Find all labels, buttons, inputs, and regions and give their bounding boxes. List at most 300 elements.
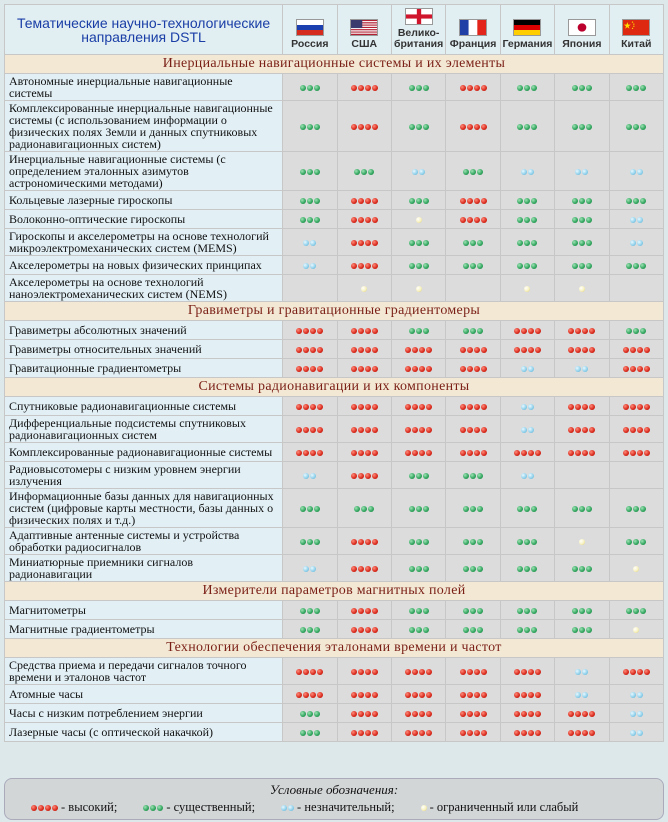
rating-cell [337, 256, 391, 275]
rating-dot [517, 566, 523, 572]
rating-dot [460, 217, 466, 223]
rating-dot [517, 608, 523, 614]
rating-dot [575, 711, 581, 717]
rating-dot [409, 473, 415, 479]
rating-dot [463, 263, 469, 269]
rating-cell [609, 723, 663, 742]
rating-cell [337, 443, 391, 462]
rating-cell [391, 397, 445, 416]
rating-dot [535, 450, 541, 456]
rating-dot [317, 669, 323, 675]
rating-cell [337, 101, 391, 152]
rating-dot [514, 730, 520, 736]
rating-dot [467, 85, 473, 91]
section-header [5, 302, 664, 321]
table-row [5, 685, 664, 704]
rating-dot [423, 627, 429, 633]
rating-dot [358, 473, 364, 479]
rating-cell [555, 152, 609, 191]
rating-dot [633, 608, 639, 614]
section-header [5, 55, 664, 74]
rating-dot [531, 198, 537, 204]
rating-dot [314, 608, 320, 614]
rating-dot [481, 366, 487, 372]
rating-dot [572, 124, 578, 130]
rating-cell [283, 101, 337, 152]
rating-dot [630, 427, 636, 433]
rating-cell [391, 658, 445, 685]
country-header-0 [283, 5, 337, 55]
rating-cell [609, 704, 663, 723]
rating-dot [572, 566, 578, 572]
rating-dot [579, 240, 585, 246]
section-title: Инерциальные навигационные системы и их элементы [5, 55, 664, 74]
rating-high [514, 347, 541, 353]
technology-name: Магнитометры [5, 601, 283, 620]
rating-cell [609, 620, 663, 639]
rating-sig [354, 169, 374, 175]
rating-dot [514, 711, 520, 717]
rating-dot [314, 711, 320, 717]
rating-dot [372, 539, 378, 545]
rating-dot [579, 566, 585, 572]
rating-cell [337, 620, 391, 639]
rating-dot [416, 608, 422, 614]
rating-dot [470, 608, 476, 614]
rating-high [351, 217, 378, 223]
section-title: Системы радионавигации и их компоненты [5, 378, 664, 397]
rating-dot [351, 608, 357, 614]
rating-cell [500, 321, 554, 340]
rating-dot [426, 669, 432, 675]
rating-dot [514, 669, 520, 675]
rating-dot [460, 692, 466, 698]
rating-dot [572, 85, 578, 91]
rating-dot [31, 805, 37, 811]
rating-dot [467, 669, 473, 675]
rating-dot [365, 627, 371, 633]
rating-sig [517, 198, 537, 204]
rating-cell [446, 620, 500, 639]
rating-dot [416, 286, 422, 292]
rating-low [303, 473, 316, 479]
rating-cell [555, 397, 609, 416]
rating-dot [358, 669, 364, 675]
rating-dot [361, 286, 367, 292]
rating-dot [474, 711, 480, 717]
rating-cell [555, 359, 609, 378]
rating-dot [317, 692, 323, 698]
country-name: Китай [621, 38, 652, 50]
rating-high [351, 347, 378, 353]
rating-dot [535, 711, 541, 717]
rating-cell [609, 397, 663, 416]
rating-dot [423, 566, 429, 572]
rating-dot [303, 427, 309, 433]
rating-dot [351, 692, 357, 698]
rating-dot [474, 730, 480, 736]
rating-dot [365, 450, 371, 456]
rating-dot [586, 198, 592, 204]
rating-dot [423, 539, 429, 545]
rating-dot [426, 711, 432, 717]
rating-sig [626, 124, 646, 130]
rating-high [351, 263, 378, 269]
rating-cell [337, 340, 391, 359]
rating-dot [630, 347, 636, 353]
rating-cell [609, 74, 663, 101]
rating-dot [535, 730, 541, 736]
rating-dot [474, 450, 480, 456]
rating-dot [412, 169, 418, 175]
rating-dot [426, 347, 432, 353]
rating-sig [626, 328, 646, 334]
rating-high [296, 450, 323, 456]
rating-dot [575, 730, 581, 736]
rating-dot [358, 263, 364, 269]
rating-cell [555, 601, 609, 620]
rating-high [623, 450, 650, 456]
rating-dot [463, 608, 469, 614]
rating-dot [358, 627, 364, 633]
rating-cell [500, 229, 554, 256]
rating-dot [477, 608, 483, 614]
rating-dot [481, 198, 487, 204]
rating-sig [517, 566, 537, 572]
country-header-1 [337, 5, 391, 55]
rating-dot [470, 473, 476, 479]
rating-dot [644, 347, 650, 353]
rating-cell [609, 443, 663, 462]
rating-dot [426, 450, 432, 456]
rating-cell [391, 620, 445, 639]
rating-dot [412, 730, 418, 736]
rating-lim [579, 539, 585, 545]
rating-cell [500, 555, 554, 582]
rating-dot [470, 240, 476, 246]
table-row [5, 275, 664, 302]
country-header-2 [391, 5, 445, 55]
rating-dot [531, 627, 537, 633]
rating-dot [38, 805, 44, 811]
rating-dot [416, 124, 422, 130]
rating-sig [463, 240, 483, 246]
rating-sig [300, 198, 320, 204]
rating-dot [640, 85, 646, 91]
rating-dot [467, 450, 473, 456]
rating-dot [351, 404, 357, 410]
rating-high [351, 669, 378, 675]
rating-lim [633, 566, 639, 572]
country-name: Велико-британия [393, 27, 444, 50]
rating-dot [372, 669, 378, 675]
rating-dot [300, 506, 306, 512]
rating-dot [633, 506, 639, 512]
technology-name: Кольцевые лазерные гироскопы [5, 191, 283, 210]
rating-sig [626, 608, 646, 614]
rating-cell [283, 229, 337, 256]
table-row [5, 489, 664, 528]
rating-dot [351, 347, 357, 353]
rating-dot [477, 506, 483, 512]
rating-dot [579, 198, 585, 204]
rating-dot [52, 805, 58, 811]
rating-dot [310, 692, 316, 698]
rating-dot [409, 198, 415, 204]
rating-dot [633, 85, 639, 91]
rating-dot [586, 263, 592, 269]
rating-cell [337, 723, 391, 742]
rating-dot [358, 217, 364, 223]
rating-dot [416, 85, 422, 91]
rating-dot [531, 85, 537, 91]
rating-cell [446, 152, 500, 191]
rating-cell [391, 321, 445, 340]
rating-dot [460, 711, 466, 717]
rating-dot [640, 124, 646, 130]
rating-dot [307, 711, 313, 717]
rating-cell [391, 152, 445, 191]
rating-dot [372, 366, 378, 372]
rating-dot [531, 124, 537, 130]
rating-high [623, 427, 650, 433]
technology-name: Магнитные градиентометры [5, 620, 283, 639]
rating-dot [300, 217, 306, 223]
rating-dot [303, 450, 309, 456]
rating-dot [426, 404, 432, 410]
rating-high [514, 692, 541, 698]
rating-dot [582, 328, 588, 334]
rating-dot [467, 730, 473, 736]
rating-dot [633, 328, 639, 334]
rating-cell [500, 723, 554, 742]
rating-dot [419, 169, 425, 175]
rating-dot [474, 198, 480, 204]
table-row [5, 658, 664, 685]
rating-dot [310, 427, 316, 433]
rating-dot [633, 566, 639, 572]
rating-cell [609, 152, 663, 191]
rating-cell [609, 555, 663, 582]
rating-dot [405, 404, 411, 410]
rating-dot [416, 539, 422, 545]
rating-cell [500, 658, 554, 685]
rating-dot [365, 669, 371, 675]
rating-dot [351, 427, 357, 433]
rating-cell [391, 256, 445, 275]
rating-dot [416, 627, 422, 633]
rating-dot [626, 328, 632, 334]
rating-cell [500, 340, 554, 359]
rating-dot [481, 450, 487, 456]
rating-dot [589, 347, 595, 353]
capability-table [4, 4, 664, 742]
rating-dot [467, 427, 473, 433]
rating-dot [637, 711, 643, 717]
rating-cell [446, 685, 500, 704]
rating-sig [626, 506, 646, 512]
rating-dot [419, 669, 425, 675]
rating-dot [623, 347, 629, 353]
rating-cell [337, 152, 391, 191]
rating-dot [524, 240, 530, 246]
rating-high [351, 473, 378, 479]
rating-cell [446, 256, 500, 275]
rating-dot [633, 539, 639, 545]
rating-dot [474, 404, 480, 410]
rating-dot [307, 627, 313, 633]
rating-high [460, 366, 487, 372]
rating-dot [521, 427, 527, 433]
rating-cell [609, 416, 663, 443]
rating-cell [555, 723, 609, 742]
rating-dot [423, 198, 429, 204]
rating-high [460, 427, 487, 433]
rating-dot [314, 198, 320, 204]
rating-dot [372, 711, 378, 717]
rating-cell [555, 462, 609, 489]
rating-dot [481, 692, 487, 698]
rating-dot [372, 198, 378, 204]
rating-sig [626, 198, 646, 204]
rating-dot [354, 506, 360, 512]
rating-lim [361, 286, 367, 292]
rating-dot [351, 198, 357, 204]
rating-dot [426, 427, 432, 433]
rating-dot [521, 692, 527, 698]
rating-cell [337, 275, 391, 302]
rating-dot [358, 198, 364, 204]
rating-dot [568, 711, 574, 717]
section-title: Гравиметры и гравитационные градиентомеры [5, 302, 664, 321]
rating-sig [626, 85, 646, 91]
rating-dot [626, 124, 632, 130]
rating-high [351, 85, 378, 91]
rating-dot [416, 566, 422, 572]
rating-dot [463, 240, 469, 246]
rating-dot [372, 217, 378, 223]
rating-dot [568, 450, 574, 456]
rating-dot [517, 217, 523, 223]
rating-cell [500, 443, 554, 462]
rating-cell [283, 489, 337, 528]
rating-cell [391, 601, 445, 620]
rating-sig [143, 805, 163, 811]
rating-sig [409, 124, 429, 130]
rating-dot [528, 347, 534, 353]
rating-dot [470, 627, 476, 633]
rating-dot [579, 124, 585, 130]
rating-cell [500, 416, 554, 443]
country-name: Япония [562, 38, 602, 50]
rating-dot [314, 124, 320, 130]
rating-dot [358, 347, 364, 353]
rating-dot [630, 730, 636, 736]
rating-dot [416, 473, 422, 479]
rating-dot [300, 608, 306, 614]
rating-dot [582, 669, 588, 675]
rating-sig [300, 539, 320, 545]
legend-title: Условные обозначения: [269, 782, 399, 797]
rating-sig [300, 711, 320, 717]
rating-high [351, 366, 378, 372]
rating-cell [555, 256, 609, 275]
rating-dot [535, 347, 541, 353]
rating-dot [521, 473, 527, 479]
rating-dot [524, 85, 530, 91]
rating-dot [463, 566, 469, 572]
rating-dot [528, 328, 534, 334]
rating-dot [157, 805, 163, 811]
rating-dot [412, 427, 418, 433]
rating-dot [568, 404, 574, 410]
rating-high [514, 450, 541, 456]
technology-name: Атомные часы [5, 685, 283, 704]
rating-high [296, 404, 323, 410]
rating-dot [405, 427, 411, 433]
rating-cell [555, 555, 609, 582]
technology-name: Средства приема и передачи сигналов точного времени и эталонов частот [5, 658, 283, 685]
technology-name: Акселерометры на новых физических принципах [5, 256, 283, 275]
rating-cell [337, 685, 391, 704]
rating-dot [303, 404, 309, 410]
rating-cell [446, 101, 500, 152]
rating-cell [283, 704, 337, 723]
rating-cell [391, 191, 445, 210]
rating-cell [446, 489, 500, 528]
rating-low [630, 730, 643, 736]
rating-dot [409, 539, 415, 545]
rating-cell [555, 620, 609, 639]
rating-dot [351, 124, 357, 130]
rating-cell [283, 443, 337, 462]
rating-dot [521, 404, 527, 410]
rating-dot [307, 608, 313, 614]
rating-cell [391, 416, 445, 443]
rating-dot [296, 692, 302, 698]
technology-name: Лазерные часы (с оптической накачкой) [5, 723, 283, 742]
rating-dot [460, 730, 466, 736]
rating-high [351, 730, 378, 736]
rating-dot [528, 450, 534, 456]
rating-dot [470, 539, 476, 545]
technology-name: Спутниковые радионавигационные системы [5, 397, 283, 416]
rating-high [514, 669, 541, 675]
rating-cell [555, 704, 609, 723]
rating-low [575, 692, 588, 698]
rating-dot [633, 198, 639, 204]
rating-dot [524, 506, 530, 512]
section-header [5, 639, 664, 658]
rating-dot [372, 347, 378, 353]
rating-high [460, 347, 487, 353]
rating-dot [296, 404, 302, 410]
rating-dot [467, 404, 473, 410]
rating-high [568, 711, 595, 717]
table-row [5, 416, 664, 443]
rating-sig [300, 124, 320, 130]
rating-cell [555, 528, 609, 555]
rating-lim [416, 286, 422, 292]
rating-cell [283, 210, 337, 229]
rating-low [575, 669, 588, 675]
rating-dot [528, 692, 534, 698]
rating-dot [531, 240, 537, 246]
rating-dot [586, 608, 592, 614]
rating-high [351, 627, 378, 633]
rating-sig [517, 217, 537, 223]
rating-dot [372, 85, 378, 91]
